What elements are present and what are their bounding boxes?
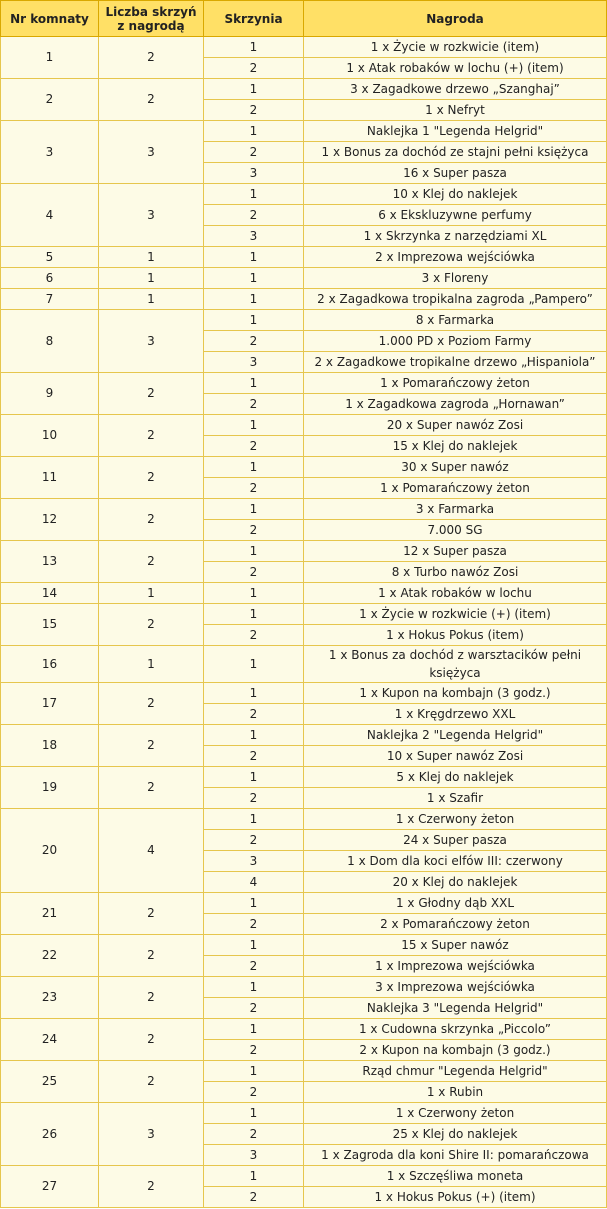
table-row: [1, 1019, 607, 1040]
room-number-cell: 24: [1, 1019, 99, 1061]
chest-count-cell: 1: [99, 646, 204, 683]
reward-cell: 1 x Atak robaków w lochu (+) (item): [304, 58, 607, 79]
chest-number-cell: 2: [204, 704, 304, 725]
reward-cell: 16 x Super pasza: [304, 163, 607, 184]
chest-count-cell: 1: [99, 268, 204, 289]
chest-number-cell: 2: [204, 1124, 304, 1145]
chest-count-cell: 4: [99, 809, 204, 893]
table-row: [1, 604, 607, 625]
chest-number-cell: 2: [204, 914, 304, 935]
chest-number-cell: 2: [204, 625, 304, 646]
room-number-cell: 17: [1, 683, 99, 725]
chest-count-cell: 2: [99, 415, 204, 457]
reward-cell: 1 x Kupon na kombajn (3 godz.): [304, 683, 607, 704]
table-row: [1, 79, 607, 100]
reward-cell: 2 x Zagadkowe tropikalne drzewo „Hispaniola”: [304, 352, 607, 373]
reward-cell: 20 x Klej do naklejek: [304, 872, 607, 893]
chest-count-cell: 2: [99, 977, 204, 1019]
reward-cell: 1 x Szczęśliwa moneta: [304, 1166, 607, 1187]
table-row: [1, 310, 607, 331]
chest-count-cell: 3: [99, 310, 204, 373]
chest-number-cell: 1: [204, 289, 304, 310]
room-number-cell: 13: [1, 541, 99, 583]
chest-number-cell: 1: [204, 809, 304, 830]
chest-number-cell: 2: [204, 1082, 304, 1103]
table-row: [1, 37, 607, 58]
chest-number-cell: 1: [204, 499, 304, 520]
reward-cell: 1.000 PD x Poziom Farmy: [304, 331, 607, 352]
chest-number-cell: 1: [204, 767, 304, 788]
chest-count-cell: 2: [99, 1166, 204, 1208]
chest-count-cell: 2: [99, 683, 204, 725]
reward-cell: 8 x Farmarka: [304, 310, 607, 331]
reward-cell: 1 x Czerwony żeton: [304, 809, 607, 830]
chest-number-cell: 2: [204, 436, 304, 457]
table-row: [1, 373, 607, 394]
chest-count-cell: 2: [99, 79, 204, 121]
chest-number-cell: 2: [204, 205, 304, 226]
table-row: [1, 893, 607, 914]
reward-cell: 2 x Kupon na kombajn (3 godz.): [304, 1040, 607, 1061]
chest-number-cell: 1: [204, 977, 304, 998]
reward-cell: 10 x Klej do naklejek: [304, 184, 607, 205]
chest-count-cell: 2: [99, 893, 204, 935]
table-row: [1, 457, 607, 478]
reward-cell: 8 x Turbo nawóz Zosi: [304, 562, 607, 583]
reward-cell: 1 x Bonus za dochód ze stajni pełni księżyca: [304, 142, 607, 163]
chest-number-cell: 1: [204, 457, 304, 478]
chest-number-cell: 2: [204, 956, 304, 977]
room-number-cell: 2: [1, 79, 99, 121]
reward-cell: 1 x Nefryt: [304, 100, 607, 121]
reward-cell: 3 x Zagadkowe drzewo „Szanghaj”: [304, 79, 607, 100]
reward-cell: 6 x Ekskluzywne perfumy: [304, 205, 607, 226]
reward-cell: 1 x Pomarańczowy żeton: [304, 373, 607, 394]
chest-number-cell: 1: [204, 121, 304, 142]
reward-cell: 1 x Atak robaków w lochu: [304, 583, 607, 604]
chest-number-cell: 3: [204, 163, 304, 184]
chest-count-cell: 3: [99, 1103, 204, 1166]
chest-number-cell: 3: [204, 226, 304, 247]
room-number-cell: 25: [1, 1061, 99, 1103]
chest-count-cell: 2: [99, 604, 204, 646]
chest-count-cell: 3: [99, 184, 204, 247]
chest-count-cell: 1: [99, 247, 204, 268]
table-row: [1, 1166, 607, 1187]
room-number-cell: 27: [1, 1166, 99, 1208]
room-number-cell: 19: [1, 767, 99, 809]
header-chest: Skrzynia: [204, 1, 304, 37]
chest-count-cell: 2: [99, 457, 204, 499]
reward-cell: 3 x Farmarka: [304, 499, 607, 520]
reward-cell: 1 x Cudowna skrzynka „Piccolo”: [304, 1019, 607, 1040]
reward-cell: 1 x Zagroda dla koni Shire II: pomarańczowa: [304, 1145, 607, 1166]
reward-cell: 3 x Floreny: [304, 268, 607, 289]
room-number-cell: 22: [1, 935, 99, 977]
chest-number-cell: 1: [204, 1061, 304, 1082]
chest-count-cell: 2: [99, 499, 204, 541]
header-reward: Nagroda: [304, 1, 607, 37]
chest-number-cell: 1: [204, 541, 304, 562]
chest-number-cell: 1: [204, 1019, 304, 1040]
chest-count-cell: 2: [99, 1061, 204, 1103]
room-number-cell: 20: [1, 809, 99, 893]
chest-number-cell: 2: [204, 58, 304, 79]
table-row: [1, 415, 607, 436]
reward-cell: 5 x Klej do naklejek: [304, 767, 607, 788]
reward-cell: Naklejka 1 "Legenda Helgrid": [304, 121, 607, 142]
chest-number-cell: 1: [204, 1103, 304, 1124]
chest-count-cell: 2: [99, 37, 204, 79]
chest-number-cell: 2: [204, 1187, 304, 1208]
chest-number-cell: 2: [204, 331, 304, 352]
chest-number-cell: 3: [204, 352, 304, 373]
reward-cell: 12 x Super pasza: [304, 541, 607, 562]
table-row: [1, 725, 607, 746]
room-number-cell: 12: [1, 499, 99, 541]
reward-cell: Naklejka 2 "Legenda Helgrid": [304, 725, 607, 746]
chest-number-cell: 2: [204, 394, 304, 415]
chest-number-cell: 2: [204, 746, 304, 767]
chest-count-cell: 1: [99, 289, 204, 310]
room-number-cell: 11: [1, 457, 99, 499]
chest-count-cell: 1: [99, 583, 204, 604]
reward-cell: Naklejka 3 "Legenda Helgrid": [304, 998, 607, 1019]
reward-cell: 1 x Życie w rozkwicie (item): [304, 37, 607, 58]
chest-number-cell: 1: [204, 646, 304, 683]
reward-cell: 1 x Imprezowa wejściówka: [304, 956, 607, 977]
table-row: [1, 121, 607, 142]
chest-number-cell: 1: [204, 310, 304, 331]
chest-number-cell: 2: [204, 788, 304, 809]
chest-count-cell: 2: [99, 373, 204, 415]
room-number-cell: 6: [1, 268, 99, 289]
reward-cell: 1 x Bonus za dochód z warsztacików pełni księżyca: [304, 646, 607, 683]
reward-cell: 25 x Klej do naklejek: [304, 1124, 607, 1145]
table-row: [1, 499, 607, 520]
chest-number-cell: 1: [204, 604, 304, 625]
reward-cell: 15 x Super nawóz: [304, 935, 607, 956]
reward-cell: 1 x Skrzynka z narzędziami XL: [304, 226, 607, 247]
room-number-cell: 21: [1, 893, 99, 935]
table-row: [1, 935, 607, 956]
chest-number-cell: 1: [204, 268, 304, 289]
room-number-cell: 10: [1, 415, 99, 457]
table-row: [1, 683, 607, 704]
header-chest-count: Liczba skrzyń z nagrodą: [99, 1, 204, 37]
room-number-cell: 15: [1, 604, 99, 646]
room-number-cell: 9: [1, 373, 99, 415]
table-row: [1, 646, 607, 683]
reward-cell: 30 x Super nawóz: [304, 457, 607, 478]
chest-count-cell: 2: [99, 1019, 204, 1061]
chest-count-cell: 2: [99, 935, 204, 977]
room-number-cell: 18: [1, 725, 99, 767]
chest-count-cell: 2: [99, 725, 204, 767]
chest-count-cell: 2: [99, 541, 204, 583]
chest-number-cell: 2: [204, 520, 304, 541]
reward-cell: 1 x Pomarańczowy żeton: [304, 478, 607, 499]
reward-cell: 24 x Super pasza: [304, 830, 607, 851]
chest-number-cell: 4: [204, 872, 304, 893]
table-row: [1, 767, 607, 788]
table-row: [1, 809, 607, 830]
chest-number-cell: 1: [204, 583, 304, 604]
reward-cell: 1 x Rubin: [304, 1082, 607, 1103]
chest-number-cell: 3: [204, 1145, 304, 1166]
chest-number-cell: 1: [204, 415, 304, 436]
reward-cell: 1 x Kręgdrzewo XXL: [304, 704, 607, 725]
header-row: [1, 1, 607, 37]
reward-cell: 3 x Imprezowa wejściówka: [304, 977, 607, 998]
chest-number-cell: 2: [204, 1040, 304, 1061]
chest-number-cell: 1: [204, 184, 304, 205]
table-row: [1, 1061, 607, 1082]
chest-number-cell: 1: [204, 935, 304, 956]
reward-cell: 2 x Zagadkowa tropikalna zagroda „Pampero”: [304, 289, 607, 310]
table-row: [1, 541, 607, 562]
chest-number-cell: 1: [204, 683, 304, 704]
table-body: [1, 37, 607, 1208]
room-number-cell: 14: [1, 583, 99, 604]
reward-cell: 10 x Super nawóz Zosi: [304, 746, 607, 767]
room-number-cell: 4: [1, 184, 99, 247]
room-number-cell: 5: [1, 247, 99, 268]
chest-number-cell: 1: [204, 247, 304, 268]
table-row: [1, 583, 607, 604]
reward-cell: 1 x Czerwony żeton: [304, 1103, 607, 1124]
chest-number-cell: 2: [204, 142, 304, 163]
chest-number-cell: 1: [204, 79, 304, 100]
room-number-cell: 8: [1, 310, 99, 373]
room-number-cell: 26: [1, 1103, 99, 1166]
room-number-cell: 3: [1, 121, 99, 184]
room-number-cell: 1: [1, 37, 99, 79]
chest-count-cell: 2: [99, 767, 204, 809]
room-number-cell: 7: [1, 289, 99, 310]
chest-number-cell: 2: [204, 478, 304, 499]
reward-cell: 20 x Super nawóz Zosi: [304, 415, 607, 436]
reward-cell: 1 x Hokus Pokus (item): [304, 625, 607, 646]
table-row: [1, 977, 607, 998]
reward-cell: 1 x Hokus Pokus (+) (item): [304, 1187, 607, 1208]
chest-number-cell: 2: [204, 100, 304, 121]
chest-number-cell: 1: [204, 1166, 304, 1187]
table-row: [1, 184, 607, 205]
chest-number-cell: 1: [204, 373, 304, 394]
chest-count-cell: 3: [99, 121, 204, 184]
table-row: [1, 268, 607, 289]
reward-cell: 1 x Głodny dąb XXL: [304, 893, 607, 914]
chest-number-cell: 1: [204, 37, 304, 58]
chest-number-cell: 1: [204, 893, 304, 914]
reward-cell: Rząd chmur "Legenda Helgrid": [304, 1061, 607, 1082]
reward-cell: 1 x Dom dla koci elfów III: czerwony: [304, 851, 607, 872]
table-row: [1, 289, 607, 310]
room-number-cell: 23: [1, 977, 99, 1019]
table-row: [1, 247, 607, 268]
reward-cell: 1 x Zagadkowa zagroda „Hornawan”: [304, 394, 607, 415]
chest-number-cell: 2: [204, 830, 304, 851]
chest-number-cell: 1: [204, 725, 304, 746]
reward-cell: 15 x Klej do naklejek: [304, 436, 607, 457]
reward-cell: 2 x Pomarańczowy żeton: [304, 914, 607, 935]
chest-number-cell: 2: [204, 562, 304, 583]
table-row: [1, 1103, 607, 1124]
header-room: Nr komnaty: [1, 1, 99, 37]
reward-cell: 1 x Życie w rozkwicie (+) (item): [304, 604, 607, 625]
chest-number-cell: 3: [204, 851, 304, 872]
chest-number-cell: 2: [204, 998, 304, 1019]
reward-cell: 2 x Imprezowa wejściówka: [304, 247, 607, 268]
room-number-cell: 16: [1, 646, 99, 683]
reward-cell: 1 x Szafir: [304, 788, 607, 809]
reward-cell: 7.000 SG: [304, 520, 607, 541]
